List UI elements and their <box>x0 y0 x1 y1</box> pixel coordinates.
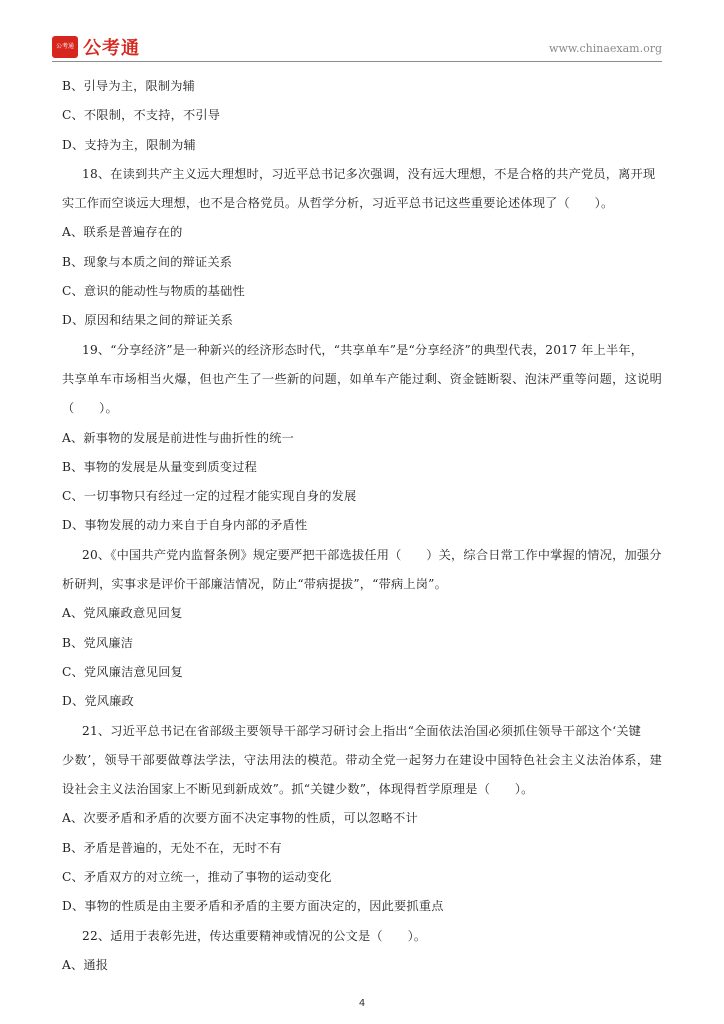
logo-badge-icon: 公考通 <box>52 36 78 58</box>
answer-option: B、党风廉洁 <box>62 635 134 650</box>
document-body <box>62 72 662 980</box>
answer-option: C、矛盾双方的对立统一，推动了事物的运动变化 <box>62 870 332 885</box>
question-text-line: 少数’，领导干部要做尊法学法，守法用法的模范。带动全党一起努力在建设中国特色社会主义法治体系，建 <box>62 752 662 767</box>
answer-option: D、党风廉政 <box>62 694 134 709</box>
answer-option: B、矛盾是普遍的，无处不在，无时不有 <box>62 840 282 855</box>
page-number: 4 <box>358 998 366 1009</box>
site-url[interactable]: www.chinaexam.org <box>549 42 662 55</box>
question-text-line: 21、习近平总书记在省部级主要领导干部学习研讨会上指出“全面依法治国必须抓住领导干部这个‘关键 <box>82 723 642 738</box>
question-text-line: 22、适用于表彰先进，传达重要精神或情况的公文是（ ）。 <box>82 928 427 943</box>
answer-option: B、事物的发展是从量变到质变过程 <box>62 459 257 474</box>
answer-option: C、一切事物只有经过一定的过程才能实现自身的发展 <box>62 489 357 504</box>
answer-option: C、党风廉洁意见回复 <box>62 664 184 679</box>
question-text-line: 实工作而空谈远大理想，也不是合格党员。从哲学分析，习近平总书记这些重要论述体现了（ ）。 <box>62 196 614 211</box>
answer-option: C、意识的能动性与物质的基础性 <box>62 284 245 299</box>
question-text-line: 19、“分享经济”是一种新兴的经济形态时代，“共享单车”是“分享经济”的典型代表，2017 年上半年， <box>82 342 644 357</box>
logo-text: 公考通 <box>83 38 140 59</box>
answer-option: B、现象与本质之间的辩证关系 <box>62 254 233 269</box>
question-text-line: 设社会主义法治国家上不断见到新成效”。抓“关键少数”，体现得哲学原理是（ ）。 <box>62 782 534 797</box>
question-text-line: （ ）。 <box>62 401 118 416</box>
question-text-line: 18、在读到共产主义远大理想时，习近平总书记多次强调，没有远大理想，不是合格的共产党员，离开现 <box>82 166 656 181</box>
answer-option: A、新事物的发展是前进性与曲折性的统一 <box>62 430 294 445</box>
answer-option: A、次要矛盾和矛盾的次要方面不决定事物的性质，可以忽略不计 <box>62 811 418 826</box>
question-text-line: 共享单车市场相当火爆，但也产生了一些新的问题，如单车产能过剩、资金链断裂、泡沫严重等问题，这说明 <box>62 371 662 386</box>
question-text-line: 20、《中国共产党内监督条例》规定要严把干部选拔任用（ ）关，综合日常工作中掌握的情况，加强分 <box>82 547 662 562</box>
header-divider <box>52 61 662 62</box>
answer-option: A、通报 <box>62 957 109 972</box>
brand-logo[interactable] <box>52 34 140 60</box>
question-text-line: 析研判，实事求是评价干部廉洁情况，防止“带病提拔”，“带病上岗”。 <box>62 577 447 592</box>
answer-option: B、引导为主，限制为辅 <box>62 79 196 93</box>
page-header <box>0 0 724 64</box>
answer-option: D、事物的性质是由主要矛盾和矛盾的主要方面决定的，因此要抓重点 <box>62 899 444 914</box>
answer-option: D、事物发展的动力来自于自身内部的矛盾性 <box>62 518 308 533</box>
answer-option: A、党风廉政意见回复 <box>62 606 183 621</box>
answer-option: C、不限制，不支持，不引导 <box>62 108 221 123</box>
answer-option: D、支持为主，限制为辅 <box>62 137 196 152</box>
answer-option: D、原因和结果之间的辩证关系 <box>62 313 234 328</box>
answer-option: A、联系是普遍存在的 <box>62 225 183 240</box>
